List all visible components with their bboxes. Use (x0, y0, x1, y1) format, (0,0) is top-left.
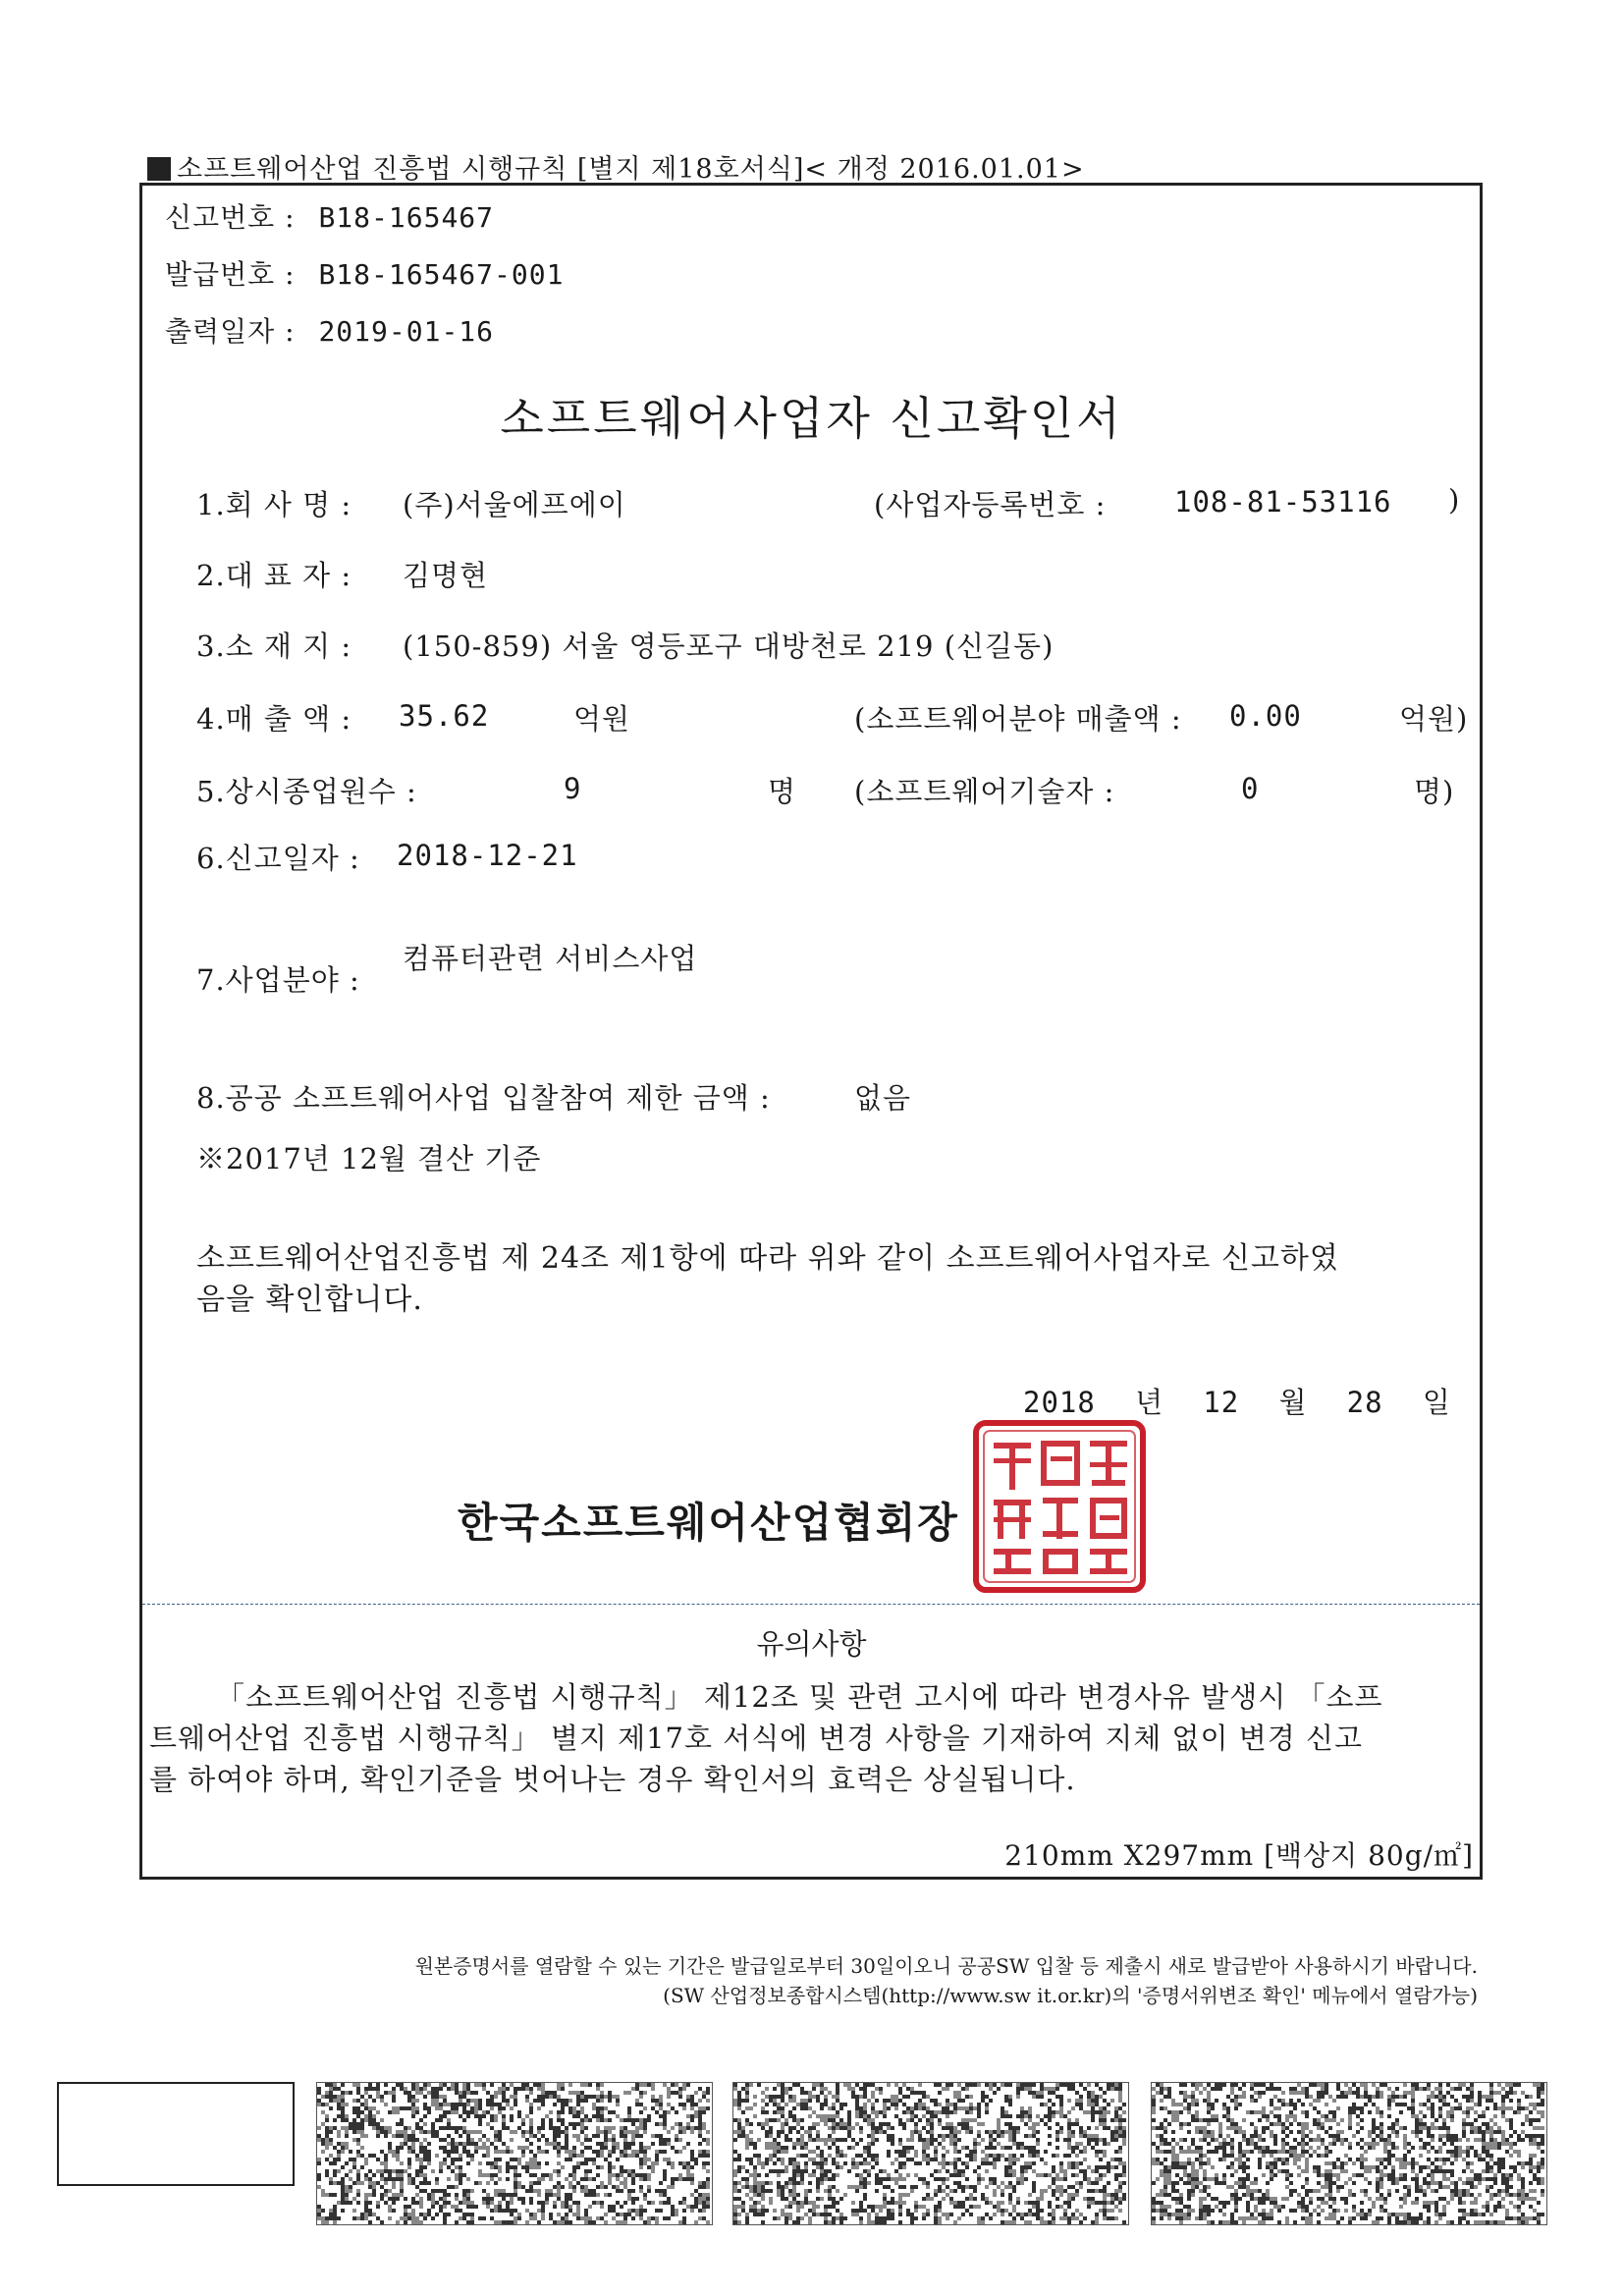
report-date-value: 2018-12-21 (397, 839, 578, 872)
report-number-row (165, 196, 494, 236)
notice-title: 유의사항 (756, 1627, 867, 1661)
print-date: 2019-01-16 (318, 315, 495, 348)
footnote-validity: 원본증명서를 열람할 수 있는 기간은 발급일로부터 30일이오니 공공SW 입찰 등 제출시 새로 발급받아 사용하시기 바랍니다. (414, 1954, 1478, 1978)
address-value: (150-859) 서울 영등포구 대방천로 219 (신길동) (403, 629, 1055, 663)
date-day: 28 (1346, 1386, 1383, 1419)
business-field-label: 7.사업분야 : (196, 963, 360, 997)
sales-label: 4.매 출 액 : (196, 702, 352, 736)
revision-note: < 개정 2016.01.01> (804, 154, 1085, 185)
report-number-label: 신고번호 : (165, 201, 296, 234)
notice-divider (142, 1604, 1480, 1605)
2d-barcode-icon (316, 2082, 713, 2225)
employees-value: 9 (564, 772, 582, 805)
bid-limit-value: 없음 (854, 1081, 912, 1115)
sw-sales-label: (소프트웨어분야 매출액 : (854, 702, 1182, 736)
2d-barcode-icon (732, 2082, 1129, 2225)
notice-line-1: 「소프트웨어산업 진흥법 시행규칙」 제12조 및 관련 고시에 따라 변경사유 발생시 「소프 (216, 1680, 1383, 1714)
sales-value: 35.62 (399, 699, 490, 733)
business-reg-number: 108-81-53116 (1174, 485, 1392, 519)
sales-unit: 억원 (573, 702, 631, 736)
issuer-name: 한국소프트웨어산업협회장 (458, 1499, 959, 1547)
sw-engineers-unit: 명) (1414, 775, 1455, 808)
square-bullet-icon (147, 157, 171, 181)
basis-note: ※2017년 12월 결산 기준 (196, 1142, 542, 1175)
print-date-row (165, 310, 494, 350)
address-label: 3.소 재 지 : (196, 629, 352, 663)
sw-sales-value: 0.00 (1229, 699, 1302, 733)
form-reference-header (147, 147, 1085, 186)
employees-label: 5.상시종업원수 : (196, 775, 417, 808)
company-label: 1.회 사 명 : (196, 488, 352, 521)
issue-number-row (165, 253, 564, 293)
confirmation-line-1: 소프트웨어산업진흥법 제 24조 제1항에 따라 위와 같이 소프트웨어사업자로 신고하였 (196, 1241, 1339, 1276)
red-seal-stamp-icon (972, 1419, 1147, 1594)
print-date-label: 출력일자 : (165, 315, 296, 348)
footnote-verification: (SW 산업정보종합시스템(http://www.sw it.or.kr)의 '증명서위변조 확인' 메뉴에서 열람가능) (663, 1984, 1478, 2007)
business-reg-close: ) (1448, 483, 1461, 517)
date-day-unit: 일 (1422, 1386, 1451, 1419)
employees-unit: 명 (768, 775, 797, 808)
business-field-value: 컴퓨터관련 서비스사업 (403, 942, 698, 975)
date-month-unit: 월 (1278, 1386, 1308, 1419)
blank-box (57, 2082, 295, 2186)
date-month: 12 (1203, 1386, 1240, 1419)
company-name: (주)서울에프에이 (403, 488, 626, 521)
date-year-unit: 년 (1135, 1386, 1164, 1419)
notice-line-2: 트웨어산업 진흥법 시행규칙」 별지 제17호 서식에 변경 사항을 기재하여 지체 없이 변경 신고 (149, 1722, 1364, 1755)
paper-spec: 210mm X297mm [백상지 80g/㎡] (1004, 1839, 1474, 1872)
document-title: 소프트웨어사업자 신고확인서 (500, 392, 1123, 445)
report-number: B18-165467 (318, 201, 495, 234)
2d-barcode-icon (1151, 2082, 1547, 2225)
sw-engineers-value: 0 (1241, 772, 1260, 805)
business-reg-label: (사업자등록번호 : (874, 488, 1107, 521)
date-year: 2018 (1023, 1386, 1096, 1419)
report-date-label: 6.신고일자 : (196, 842, 360, 875)
form-reference: 소프트웨어산업 진흥법 시행규칙 [별지 제18호서식] (177, 154, 805, 185)
notice-line-3: 를 하여야 하며, 확인기준을 벗어나는 경우 확인서의 효력은 상실됩니다. (149, 1763, 1076, 1796)
confirmation-line-2: 음을 확인합니다. (196, 1283, 423, 1317)
issue-number: B18-165467-001 (318, 258, 565, 291)
representative-label: 2.대 표 자 : (196, 559, 352, 592)
issue-date (1023, 1381, 1451, 1421)
bid-limit-label: 8.공공 소프트웨어사업 입찰참여 제한 금액 : (196, 1081, 771, 1115)
sw-engineers-label: (소프트웨어기술자 : (854, 775, 1115, 808)
issue-number-label: 발급번호 : (165, 258, 296, 291)
representative-name: 김명현 (403, 559, 489, 592)
sw-sales-unit: 억원) (1399, 702, 1469, 736)
